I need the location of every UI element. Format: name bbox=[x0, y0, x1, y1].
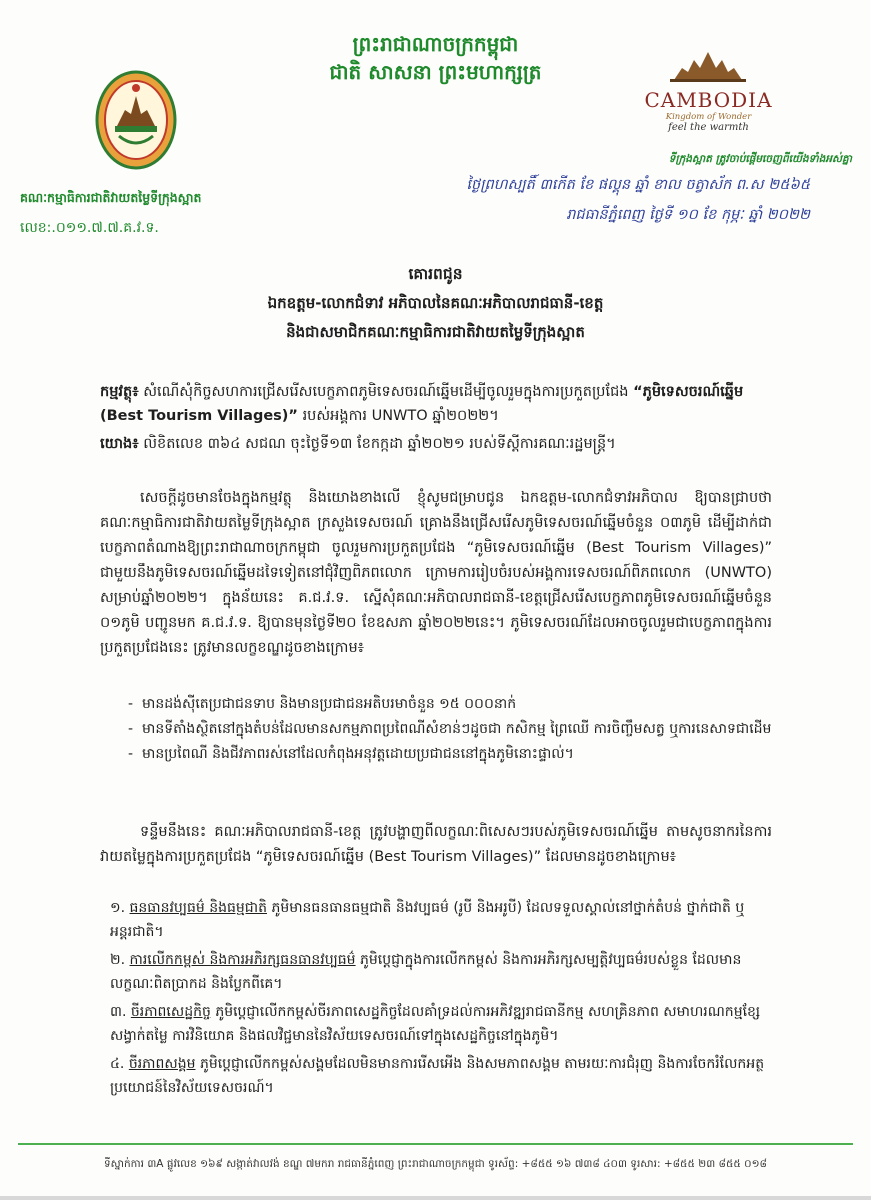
reference-label: យោង៖ bbox=[100, 436, 139, 452]
date-and-city: រាជធានីភ្នំពេញ ថ្ងៃទី ១០ ខែ កុម្ភៈ ឆ្នាំ ២០២២ bbox=[566, 207, 810, 223]
criteria-item: - មានដង់ស៊ីតេប្រជាជនទាប និងមានប្រជាជនអតិបរមាចំនួន ១៥ ០០០នាក់ bbox=[128, 692, 778, 717]
subject-label: កម្មវត្ថុ៖ bbox=[100, 384, 139, 400]
subject-highlight: “ភូមិទេសចរណ៍ឆ្នើម (Best Tourism Villages)” bbox=[100, 384, 744, 424]
pillar-title: ចីរភាពសេដ្ឋកិច្ច bbox=[130, 1004, 211, 1020]
pillar-number: ៣. bbox=[110, 1004, 127, 1020]
kingdom-line-2: ជាតិ សាសនា ព្រះមហាក្សត្រ bbox=[329, 60, 542, 84]
subject-block bbox=[100, 380, 780, 428]
pillar-item bbox=[110, 948, 780, 996]
addressee-line-2: និងជាសមាជិកគណៈកម្មាធិការជាតិវាយតម្លៃទីក្រុងស្អាត bbox=[286, 323, 585, 341]
committee-seal-logo bbox=[95, 70, 177, 170]
pillar-number: ១. bbox=[110, 900, 126, 916]
pillar-text: ភូមិមានធនធានធម្មជាតិ និងវប្បធម៌ (រូបី និងអរូបី) ដែលទទួលស្គាល់នៅថ្នាក់តំបន់ ថ្នាក់ជាតិ ឬអន្តរជាតិ។ bbox=[110, 900, 745, 940]
org-name: គណៈកម្មាធិការជាតិវាយតម្លៃទីក្រុងស្អាត bbox=[20, 190, 202, 205]
criteria-item: - មានប្រពៃណី និងជីវភាពរស់នៅដែលកំពុងអនុវត្តដោយប្រជាជននៅក្នុងភូមិនោះផ្ទាល់។ bbox=[128, 742, 778, 767]
criteria-list bbox=[128, 692, 778, 767]
pillar-title: ចីរភាពសង្គម bbox=[128, 1056, 196, 1072]
subject-text: សំណើសុំកិច្ចសហការជ្រើសរើសបេក្ខភាពភូមិទេសចរណ៍ឆ្នើមដើម្បីចូលរួមក្នុងការប្រកួតប្រជែង bbox=[143, 384, 629, 400]
page-bottom-edge bbox=[0, 1196, 871, 1200]
motto: ទីក្រុងស្អាត ត្រូវចាប់ផ្តើមចេញពីយើងទាំងអស់គ្នា bbox=[668, 153, 852, 165]
pillars-list bbox=[110, 896, 780, 1104]
pillar-title: ការលើកកម្ពស់ និងការអភិរក្សធនធានវប្បធម៌ bbox=[129, 952, 356, 968]
cambodia-brand-logo bbox=[636, 48, 781, 133]
angkor-temple-icon bbox=[636, 48, 781, 82]
reference-text: លិខិតលេខ ៣៦៤ សជណ ចុះថ្ងៃទី១៣ ខែកក្កដា ឆ្នាំ២០២១ របស់ទីស្តីការគណៈរដ្ឋមន្ត្រី។ bbox=[143, 436, 616, 452]
addressee-salutation: គោរពជូន bbox=[408, 265, 463, 283]
pillar-number: ២. bbox=[110, 952, 126, 968]
footer-divider bbox=[18, 1143, 853, 1145]
pillar-text: ភូមិប្តេជ្ញាលើកកម្ពស់សង្គមដែលមិនមានការរើសអើង និងសមភាពសង្គម តាមរយៈការជំរុញ និងការចែករំលែកអត្ថប្រយោជន៍នៃវិស័យទេសចរណ៍។ bbox=[110, 1056, 765, 1096]
seal-icon bbox=[95, 70, 177, 170]
body-paragraph-1: សេចក្តីដូចមានចែងក្នុងកម្មវត្ថុ និងយោងខាងលើ ខ្ញុំសូមជម្រាបជូន ឯកឧត្តម-លោកជំទាវអភិបាល ឱ្យបានជ្រាបថា គណៈកម្មាធិការជាតិវាយតម្លៃទីក្រុងស្អាត ក្រសួងទេសចរណ៍ គ្រោងនឹងជ្រើសរើសភូមិទេសចរណ៍ឆ្នើមចំនួន ០៣ភូមិ ដើម្បីដាក់ជាបេក្ខភាពតំណាងឱ្យព្រះរាជាណាចក្រកម្ពុជា ចូលរួមការប្រកួតប្រជែង “ភូមិទេសចរណ៍ឆ្នើម (Best Tourism Villages)” ជាមួយនឹងភូមិទេសចរណ៍ឆ្នើមដទៃទៀតនៅជុំវិញពិភពលោក ក្រោមការរៀបចំរបស់អង្គការទេសចរណ៍ពិភពលោក (UNWTO) សម្រាប់ឆ្នាំ២០២២។ ក្នុងន័យនេះ គ.ជ.វ.ទ. ស្នើសុំគណៈអភិបាលរាជធានី-ខេត្តជ្រើសរើសបេក្ខភាពភូមិទេសចរណ៍ឆ្នើមចំនួន ០១ភូមិ បញ្ជូនមក គ.ជ.វ.ទ. ឱ្យបានមុនថ្ងៃទី២០ ខែឧសភា ឆ្នាំ២០២២នេះ។ ភូមិទេសចរណ៍ដែលអាចចូលរួមជាបេក្ខភាពក្នុងការប្រកួតប្រជែងនេះ ត្រូវមានលក្ខខណ្ឌដូចខាងក្រោម៖ bbox=[100, 490, 772, 656]
addressee-line-1: ឯកឧត្តម-លោកជំទាវ អភិបាលនៃគណៈអភិបាលរាជធានី-ខេត្ត bbox=[267, 294, 604, 312]
body-paragraph-2: ទន្ទឹមនឹងនេះ គណៈអភិបាលរាជធានី-ខេត្ត ត្រូវបង្ហាញពីលក្ខណៈពិសេសៗរបស់ភូមិទេសចរណ៍ឆ្នើម តាមសូចនាករនៃការវាយតម្លៃក្នុងការប្រកួតប្រជែង “ភូមិទេសចរណ៍ឆ្នើម (Best Tourism Villages)” ដែលមានដូចខាងក្រោម៖ bbox=[100, 824, 772, 865]
criteria-item: - មានទីតាំងស្ថិតនៅក្នុងតំបន់ដែលមានសកម្មភាពប្រពៃណីសំខាន់ៗដូចជា កសិកម្ម ព្រៃឈើ ការចិញ្ចឹមសត្វ ឬការនេសាទជាដើម bbox=[128, 717, 778, 742]
reference-number: លេខ:.០១១.៧.៧.គ.វ.ទ. bbox=[20, 220, 159, 236]
brand-title: CAMBODIA bbox=[644, 88, 773, 112]
reference-block bbox=[100, 432, 780, 456]
kingdom-line-1: ព្រះរាជាណាចក្រកម្ពុជា bbox=[352, 32, 519, 56]
lunar-date: ថ្ងៃព្រហស្បតិ៍ ៣កើត ខែ ផល្គុន ឆ្នាំ ខាល ចត្វាស័ក ព.ស ២៥៦៥ bbox=[466, 177, 810, 193]
footer-address: ទីស្នាក់ការ ៣A ផ្លូវលេខ ១៦៩ សង្កាត់វាលវង់ ខណ្ឌ ៧មករា រាជធានីភ្នំពេញ ព្រះរាជាណាចក្រកម្ពុជា ទូរស័ព្ទ: +៨៥៥ ១៦ ៧៣៨ ៤០៣ ទូរសារ: +៨៥៥ ២៣ ៨៥៥ ០១៨ bbox=[104, 1158, 767, 1170]
brand-tagline-2: feel the warmth bbox=[668, 122, 749, 133]
pillar-text: ភូមិប្តេជ្ញាក្នុងការលើកកម្ពស់ និងការអភិរក្សសម្បត្តិវប្បធម៌របស់ខ្លួន ដែលមានលក្ខណៈពិតប្រាកដ និងប្លែកពីគេ។ bbox=[110, 952, 742, 992]
pillar-item bbox=[110, 1052, 780, 1100]
pillar-title: ធនធានវប្បធម៌ និងធម្មជាតិ bbox=[129, 900, 267, 916]
brand-tagline-1: Kingdom of Wonder bbox=[665, 112, 752, 122]
pillar-item bbox=[110, 1000, 780, 1048]
pillar-number: ៤. bbox=[110, 1056, 125, 1072]
pillar-item bbox=[110, 896, 780, 944]
pillar-text: ភូមិប្តេជ្ញាលើកកម្ពស់ចីរភាពសេដ្ឋកិច្ចដែលគាំទ្រដល់ការអភិវឌ្ឍរាជធានីកម្ម សហគ្រិនភាព សមាហរណកម្មខ្សែសង្វាក់តម្លៃ ការវិនិយោគ និងផលវិជ្ជមាននៃវិស័យទេសចរណ៍ទៅក្នុងសេដ្ឋកិច្ចនៅក្នុងភូមិ។ bbox=[110, 1004, 761, 1044]
subject-tail: របស់អង្គការ UNWTO ឆ្នាំ២០២២។ bbox=[302, 408, 499, 424]
